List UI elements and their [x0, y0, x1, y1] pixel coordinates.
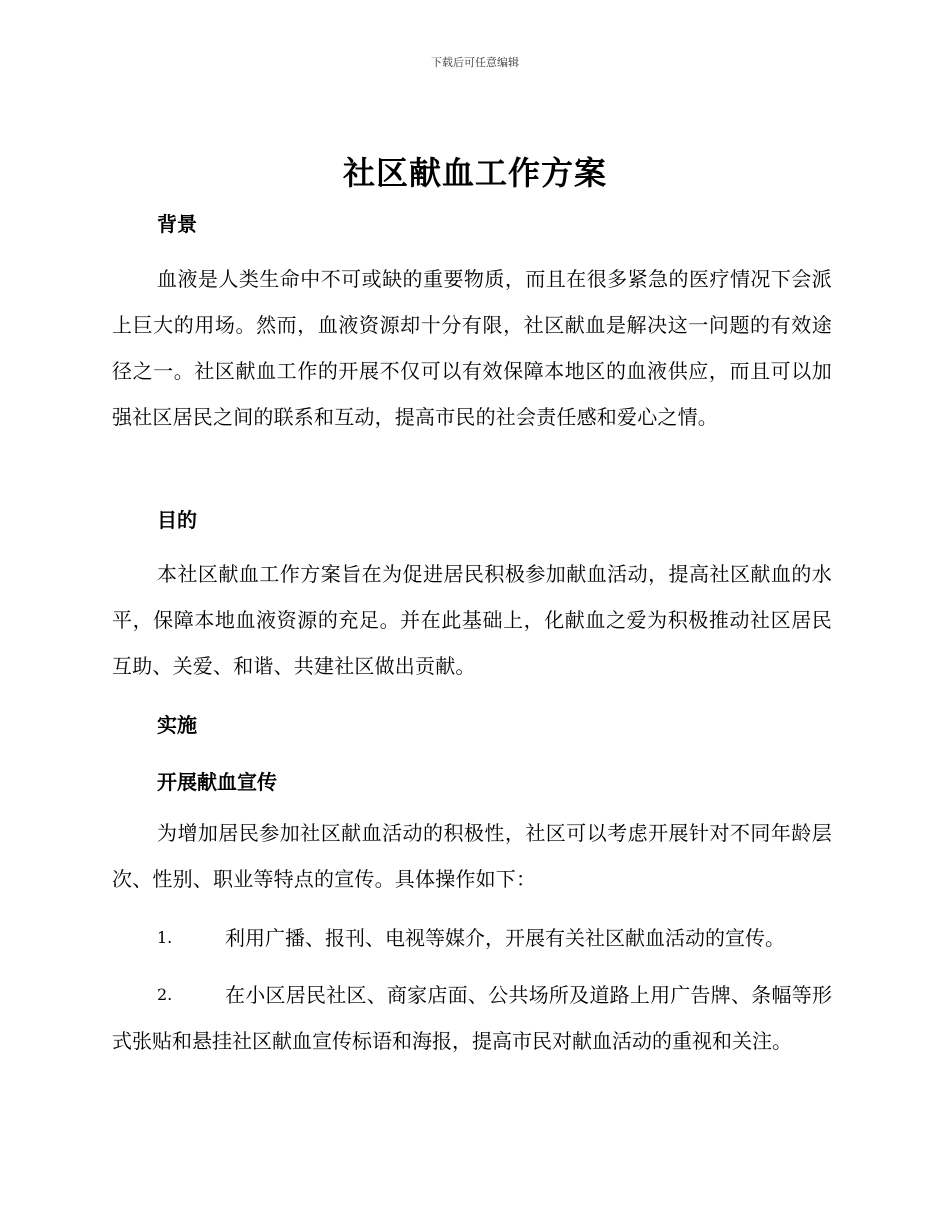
list-item-text: 利用广播、报刊、电视等媒介，开展有关社区献血活动的宣传。	[225, 926, 785, 950]
list-item-number: 2.	[157, 985, 173, 1004]
list-item	[112, 915, 832, 961]
section-heading-implementation: 实施	[157, 713, 197, 737]
section-heading-background: 背景	[157, 212, 197, 236]
list-item-text: 在小区居民社区、商家店面、公共场所及道路上用广告牌、条幅等形式张贴和悬挂社区献血宣传标语和海报，提高市民对献血活动的重视和关注。	[112, 983, 832, 1053]
document-title: 社区献血工作方案	[342, 154, 607, 192]
subsection-heading-publicity: 开展献血宣传	[157, 770, 277, 794]
list-item	[112, 972, 832, 1064]
page-header-note: 下载后可任意编辑	[431, 56, 519, 69]
section-heading-purpose: 目的	[157, 508, 197, 532]
background-paragraph: 血液是人类生命中不可或缺的重要物质，而且在很多紧急的医疗情况下会派上巨大的用场。然而，血液资源却十分有限，社区献血是解决这一问题的有效途径之一。社区献血工作的开展不仅可以有效保障本地区的血液供应，而且可以加强社区居民之间的联系和互动，提高市民的社会责任感和爱心之情。	[112, 267, 832, 429]
publicity-paragraph: 为增加居民参加社区献血活动的积极性，社区可以考虑开展针对不同年龄层次、性别、职业等特点的宣传。具体操作如下：	[112, 821, 832, 891]
list-item-number: 1.	[157, 928, 173, 947]
purpose-paragraph: 本社区献血工作方案旨在为促进居民积极参加献血活动，提高社区献血的水平，保障本地血液资源的充足。并在此基础上，化献血之爱为积极推动社区居民互助、关爱、和谐、共建社区做出贡献。	[112, 562, 832, 678]
